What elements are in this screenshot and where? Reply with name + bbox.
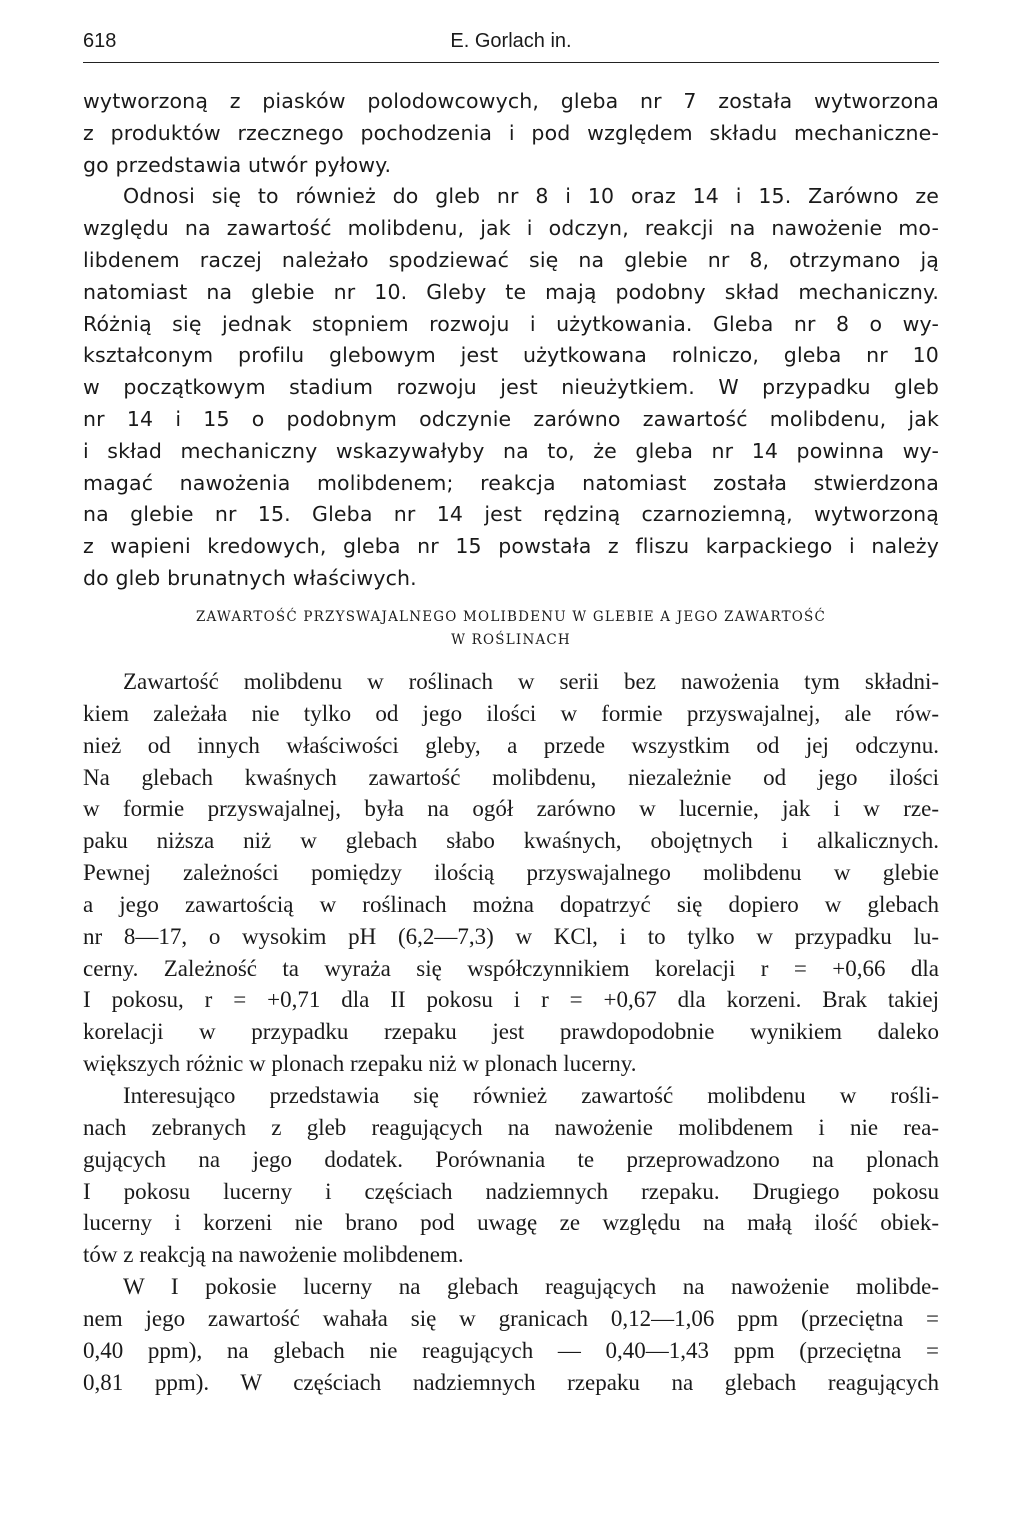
text-line: Na glebach kwaśnych zawartość molibdenu, niezależnie od jego ilości [83, 764, 939, 790]
text-line: kształconym profilu glebowym jest użytkowana rolniczo, gleba nr 10 [83, 343, 939, 368]
text-line: Odnosi się to również do gleb nr 8 i 10 oraz 14 i 15. Zarówno ze [123, 184, 939, 209]
running-head: E. Gorlach in. [450, 30, 572, 52]
text-line: z produktów rzecznego pochodzenia i pod względem składu mechaniczne- [83, 120, 939, 145]
text-line: nem jego zawartość wahała się w granicach 0,12—1,06 ppm (przeciętna = [83, 1305, 939, 1331]
page-header [83, 30, 939, 60]
text-line: większych różnic w plonach rzepaku niż w plonach lucerny. [83, 1051, 637, 1077]
section-heading [83, 606, 939, 652]
text-line: nr 14 i 15 o podobnym odczynie zarówno zawartość molibdenu, jak [83, 406, 939, 431]
section-body [83, 666, 939, 1398]
text-line: libdenem raczej należało spodziewać się na glebie nr 8, otrzymano ją [83, 247, 939, 272]
text-line: i skład mechaniczny wskazywałyby na to, że gleba nr 14 powinna wy- [83, 438, 939, 463]
text-line: z wapieni kredowych, gleba nr 15 powstała z fliszu karpackiego i należy [83, 534, 939, 559]
text-line: nach zebranych z gleb reagujących na nawożenie molibdenem i nie rea- [83, 1114, 939, 1140]
text-line: paku niższa niż w glebach słabo kwaśnych, obojętnych i alkalicznych. [83, 828, 939, 854]
text-line: a jego zawartością w roślinach można dopatrzyć się dopiero w glebach [83, 891, 939, 917]
page-number: 618 [83, 30, 117, 52]
text-line: go przedstawia utwór pyłowy. [83, 152, 392, 177]
text-line: I pokosu, r = +0,71 dla II pokosu i r = +0,67 dla korzeni. Brak takiej [83, 987, 939, 1013]
text-line: nr 8—17, o wysokim pH (6,2—7,3) w KCl, i to tylko w przypadku lu- [83, 923, 939, 949]
text-line: Interesująco przedstawia się również zawartość molibdenu w rośli- [123, 1082, 939, 1108]
text-line: Różnią się jednak stopniem rozwoju i użytkowania. Gleba nr 8 o wy- [83, 311, 939, 336]
text-line: magać nawożenia molibdenem; reakcja natomiast została stwierdzona [83, 470, 939, 495]
text-line: 0,81 ppm). W częściach nadziemnych rzepaku na glebach reagujących [83, 1369, 939, 1395]
text-line: względu na zawartość molibdenu, jak i odczyn, reakcji na nawożenie mo- [83, 216, 939, 241]
text-line: do gleb brunatnych właściwych. [83, 565, 417, 590]
header-rule [83, 62, 939, 63]
text-line: w początkowym stadium rozwoju jest nieużytkiem. W przypadku gleb [83, 375, 939, 400]
text-line: lucerny i korzeni nie brano pod uwagę ze względu na małą ilość obiek- [83, 1210, 939, 1236]
section-heading-line: W ROŚLINACH [451, 632, 571, 648]
text-line: I pokosu lucerny i częściach nadziemnych rzepaku. Drugiego pokosu [83, 1178, 939, 1204]
text-line: natomiast na glebie nr 10. Gleby te mają podobny skład mechaniczny. [83, 279, 939, 304]
text-line: gujących na jego dodatek. Porównania te przeprowadzono na plonach [83, 1146, 939, 1172]
text-line: 0,40 ppm), na glebach nie reagujących — 0,40—1,43 ppm (przeciętna = [83, 1337, 939, 1363]
section-heading-line: ZAWARTOŚĆ PRZYSWAJALNEGO MOLIBDENU W GLEBIE A JEGO ZAWARTOŚĆ [195, 609, 827, 625]
text-line: tów z reakcją na nawożenie molibdenem. [83, 1242, 464, 1268]
text-line: W I pokosie lucerny na glebach reagujących na nawożenie molibde- [123, 1274, 939, 1300]
text-line: w formie przyswajalnej, była na ogół zarówno w lucernie, jak i w rze- [83, 796, 939, 822]
text-line: kiem zależała nie tylko od jego ilości w formie przyswajalnej, ale rów- [83, 700, 939, 726]
text-line: nież od innych właściwości gleby, a przede wszystkim od jej odczynu. [83, 732, 939, 758]
text-line: Zawartość molibdenu w roślinach w serii bez nawożenia tym składni- [123, 669, 939, 694]
text-line: wytworzoną z piasków polodowcowych, gleba nr 7 została wytworzona [83, 89, 939, 113]
text-line: Pewnej zależności pomiędzy ilością przyswajalnego molibdenu w glebie [83, 860, 939, 886]
text-line: cerny. Zależność ta wyraża się współczynnikiem korelacji r = +0,66 dla [83, 955, 939, 981]
paragraph-continuation [83, 86, 939, 595]
text-line: korelacji w przypadku rzepaku jest prawdopodobnie wynikiem daleko [83, 1019, 939, 1045]
text-line: na glebie nr 15. Gleba nr 14 jest rędziną czarnoziemną, wytworzoną [83, 502, 939, 527]
